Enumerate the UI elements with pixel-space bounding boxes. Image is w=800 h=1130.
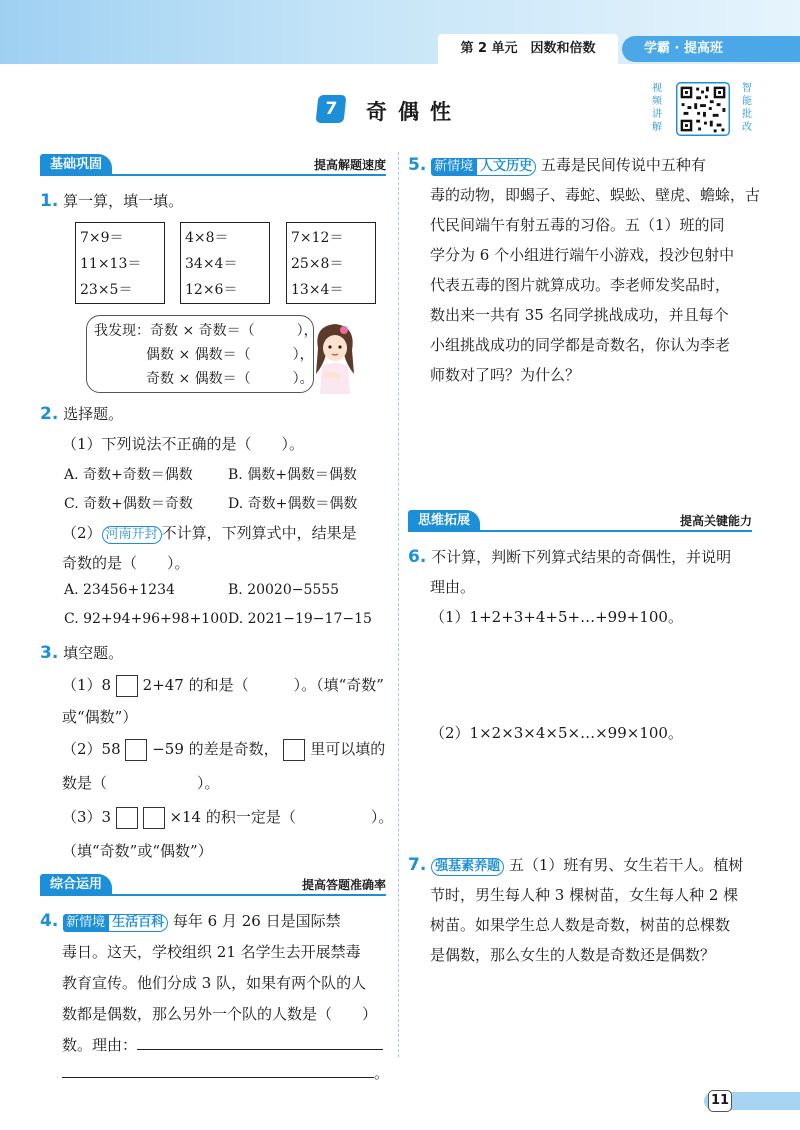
blank-square[interactable] [143, 807, 165, 829]
blank-square[interactable] [125, 739, 147, 761]
region-tag: 河南开封 [102, 526, 162, 544]
q4-text: 每年 6 月 26 日是国际禁 [172, 912, 341, 930]
section-thinking-label: 思维拓展 [408, 510, 480, 532]
page-number: 11 [708, 1090, 732, 1112]
q7-line-1 [408, 854, 743, 876]
q3-number: 3. [40, 643, 59, 663]
q1-discover-line-3: 奇数 × 偶数＝（ ）。 [146, 371, 314, 387]
q3-heading [40, 642, 123, 663]
q6-number: 6. [408, 547, 427, 567]
q7-line: 是偶数，那么女生的人数是奇数还是偶数？ [430, 946, 716, 964]
section-basic-note: 提高解题速度 [313, 158, 386, 172]
q3-part3-cont: （填“奇数”或“偶数”） [62, 842, 213, 860]
q6-text: 不计算，判断下列算式结果的奇偶性，并说明 [431, 548, 732, 566]
q5-line: 师数对了吗？为什么？ [430, 366, 581, 384]
q5-line: 学分为 6 个小组进行端午小游戏，投沙包射中 [430, 246, 735, 264]
q7-text: 五（1）班有男、女生若干人。植树 [508, 856, 744, 874]
q1-expr: 7×12＝ [291, 230, 344, 246]
girl-cartoon-icon [310, 318, 360, 396]
q3-text: （2）58 [62, 740, 121, 758]
q6-line-1 [408, 546, 731, 567]
q6-line-2: 理由。 [430, 578, 476, 596]
q1-expr: 34×4＝ [185, 256, 238, 272]
q3-text: （1）8 [62, 676, 112, 694]
column-divider [398, 152, 399, 1057]
q2-part2-line1 [62, 522, 357, 544]
q2-option: D. 2021−19−17−15 [228, 611, 372, 627]
q2-option: B. 20020−5555 [228, 582, 340, 598]
q5-line: 毒的动物，即蝎子、毒蛇、蜈蚣、壁虎、蟾蜍，古 [430, 186, 761, 204]
q3-text: 2+47 的和是（ ）。（填“奇数” [142, 676, 384, 694]
q2-part2-line2: 奇数的是（ ）。 [62, 554, 190, 572]
answer-line[interactable] [62, 1062, 374, 1078]
q6-part1: （1）1+2+3+4+5+…+99+100。 [430, 608, 683, 626]
q3-part1 [62, 674, 384, 697]
q1-expr: 23×5＝ [80, 282, 133, 298]
q5-line: 小组挑战成功的同学都是奇数名，你认为李老 [430, 336, 731, 354]
blank-square[interactable] [116, 675, 138, 697]
new-scenario-tag: 新情境 [431, 158, 476, 176]
q4-text: 数。理由： [62, 1036, 138, 1054]
q2-option: B. 偶数+偶数＝偶数 [228, 467, 357, 483]
q3-part2-cont: 数是（ ）。 [62, 774, 220, 792]
q2-number: 2. [40, 404, 59, 424]
q1-expr: 13×4＝ [291, 282, 344, 298]
q5-line-1 [408, 154, 706, 176]
q1-expr: 7×9＝ [80, 230, 124, 246]
q1-box-2 [180, 222, 270, 304]
qr-left-caption: 视频讲解 [652, 83, 662, 133]
q7-line: 节时，男生每人种 3 棵树苗，女生每人种 2 棵 [430, 886, 739, 904]
q4-line-4: 数都是偶数，那么另外一个队的人数是（ ） [62, 1005, 378, 1023]
q3-text: （3）3 [62, 808, 112, 826]
q5-line: 数出来一共有 35 名同学挑战成功，并且每个 [430, 306, 729, 324]
q1-expr: 4×8＝ [185, 230, 229, 246]
q2-option: C. 92+94+96+98+100 [64, 611, 229, 627]
q3-text: ×14 的积一定是（ ）。 [169, 808, 394, 826]
q7-line: 树苗。如果学生总人数是奇数，树苗的总棵数 [430, 916, 731, 934]
q2-option: D. 奇数+偶数＝偶数 [228, 496, 358, 512]
section-combined-label: 综合运用 [40, 874, 112, 896]
q4-line-2: 毒日。这天，学校组织 21 名学生去开展禁毒 [62, 943, 361, 961]
qr-right-caption: 智能批改 [742, 83, 752, 133]
q4-line-3: 教育宣传。他们分成 3 队，如果有两个队的人 [62, 974, 367, 992]
q2-part2-prefix: （2） [62, 524, 102, 542]
q3-text: −59 的差是奇数， [152, 740, 279, 758]
q3-text: 里可以填的 [310, 740, 386, 758]
q4-number: 4. [40, 911, 59, 931]
section-thinking-header [408, 510, 752, 532]
q3-part2 [62, 738, 385, 761]
q2-part1: （1）下列说法不正确的是（ ）。 [62, 435, 305, 453]
blank-square[interactable] [116, 807, 138, 829]
q2-title: 选择题。 [63, 405, 124, 423]
q2-option: C. 奇数+偶数＝奇数 [64, 496, 193, 512]
strong-foundation-tag: 强基素养题 [431, 858, 504, 876]
q1-heading [40, 190, 183, 211]
q1-discover-line-2: 偶数 × 偶数＝（ ）， [146, 347, 314, 363]
blank-square [283, 739, 305, 761]
q2-part2-text: 不计算，下列算式中，结果是 [161, 524, 357, 542]
q7-number: 7. [408, 855, 427, 875]
q5-line: 代表五毒的图片就算成功。李老师发奖品时， [430, 276, 731, 294]
section-combined-header [40, 874, 386, 896]
section-thinking-note: 提高关键能力 [679, 514, 752, 528]
answer-line[interactable] [137, 1034, 383, 1050]
lesson-number: 7 [316, 95, 347, 123]
q1-box-3 [286, 222, 376, 304]
q4-line-6 [62, 1062, 389, 1083]
q4-line-1 [40, 910, 341, 932]
qr-code-icon[interactable] [668, 82, 738, 136]
q1-number: 1. [40, 191, 59, 211]
q2-option: A. 奇数+奇数＝偶数 [64, 467, 193, 483]
q1-expr: 25×8＝ [291, 256, 344, 272]
section-basic-label: 基础巩固 [40, 154, 112, 176]
topic-tag: 人文历史 [476, 158, 536, 176]
new-scenario-tag: 新情境 [63, 914, 108, 932]
q3-part1-cont: 或“偶数”） [62, 708, 138, 726]
q5-text: 五毒是民间传说中五种有 [540, 156, 706, 174]
q2-option: A. 23456+1234 [64, 582, 175, 598]
topic-tag: 生活百科 [108, 914, 168, 932]
q1-expr: 12×6＝ [185, 282, 238, 298]
brand-label: 学霸 · 提高班 [622, 36, 800, 62]
unit-title: 第 2 单元 因数和倍数 [438, 34, 618, 64]
q1-expr: 11×13＝ [80, 256, 142, 272]
q6-part2: （2）1×2×3×4×5×…×99×100。 [430, 724, 683, 742]
q5-number: 5. [408, 155, 427, 175]
q3-title: 填空题。 [63, 644, 124, 662]
section-combined-note: 提高答题准确率 [301, 878, 386, 892]
q4-end: 。 [374, 1064, 390, 1082]
q1-box-1 [75, 222, 165, 304]
q4-line-5 [62, 1034, 383, 1055]
lesson-title: 奇偶性 [366, 100, 462, 124]
q3-part3 [62, 806, 393, 829]
q1-title: 算一算，填一填。 [63, 192, 184, 210]
q2-heading [40, 403, 123, 424]
q1-discover-line-1: 我发现：奇数 × 奇数＝（ ）， [94, 323, 318, 339]
q5-line: 代民间端午有射五毒的习俗。五（1）班的同 [430, 216, 725, 234]
section-basic-header [40, 154, 386, 176]
